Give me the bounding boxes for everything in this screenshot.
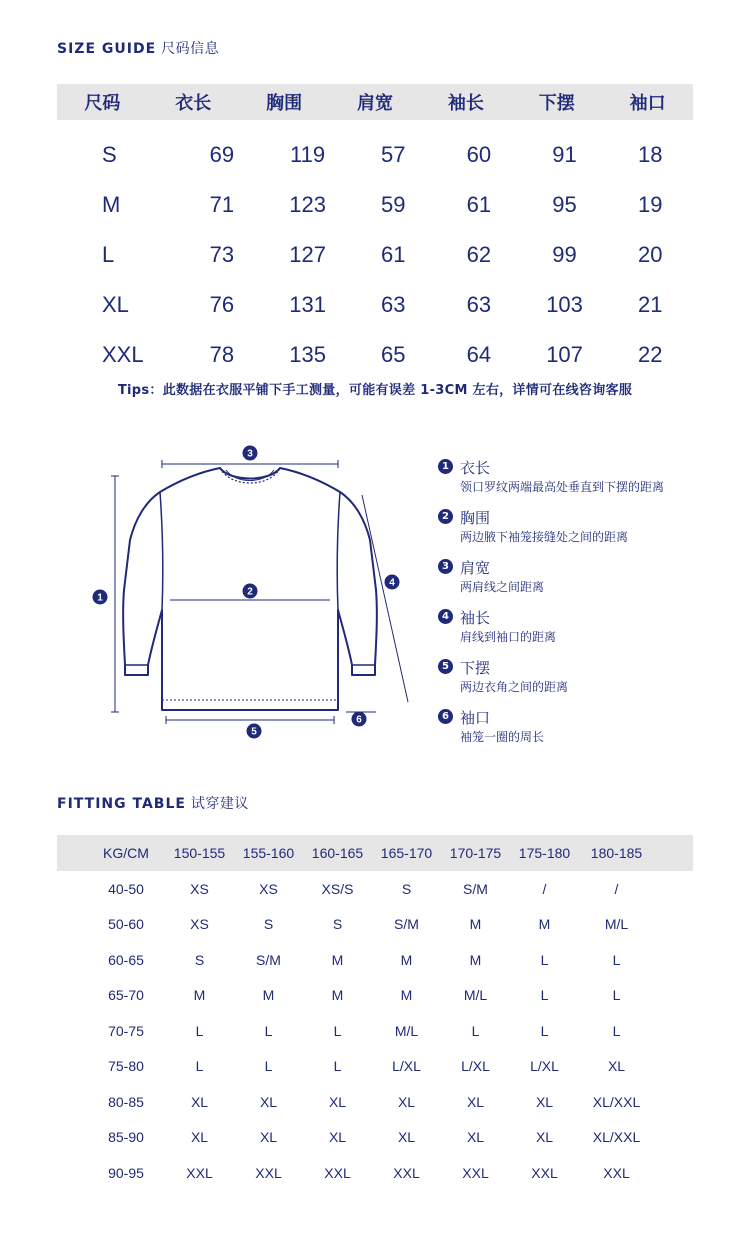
size-table — [57, 84, 693, 380]
fitting-title-en: FITTING TABLE — [57, 796, 186, 812]
legend-description: 两边腋下袖笼接缝处之间的距离 — [460, 530, 629, 544]
fitting-size-cell: S — [263, 916, 274, 933]
fitting-size-cell: L — [333, 1022, 342, 1039]
size-cell: 21 — [637, 292, 663, 317]
size-cell: 107 — [546, 342, 583, 367]
svg-text:2: 2 — [247, 586, 253, 598]
size-cell: 61 — [380, 242, 406, 267]
fitting-table-header — [57, 835, 693, 871]
fitting-size-cell: XXL — [393, 1164, 420, 1181]
size-cell: 63 — [466, 292, 492, 317]
size-header-cell: 袖长 — [447, 93, 484, 114]
size-cell: 61 — [466, 192, 492, 217]
fitting-row — [57, 871, 693, 907]
fitting-size-cell: L — [612, 1022, 621, 1039]
fitting-size-cell: XS — [190, 880, 209, 897]
size-cell: 19 — [637, 192, 663, 217]
legend-number: 4 — [438, 609, 453, 624]
legend-description: 两边衣角之间的距离 — [460, 680, 569, 694]
fitting-size-cell: L — [264, 1022, 273, 1039]
fitting-size-cell: M/L — [463, 987, 488, 1004]
fitting-size-cell: L — [264, 1058, 273, 1075]
fitting-weight-cell: 75-80 — [108, 1058, 144, 1075]
fitting-size-cell: XL — [535, 1093, 554, 1110]
size-cell: 59 — [380, 192, 406, 217]
fitting-size-cell: L — [471, 1022, 480, 1039]
fitting-row — [57, 978, 693, 1014]
fitting-size-cell: L/XL — [530, 1058, 559, 1075]
fitting-weight-cell: 70-75 — [108, 1022, 144, 1039]
size-cell: 71 — [209, 192, 235, 217]
fitting-table-title — [57, 793, 249, 813]
fitting-row — [57, 1084, 693, 1120]
legend-number: 2 — [438, 509, 453, 524]
size-guide-title-en: SIZE GUIDE — [57, 41, 157, 57]
fitting-size-cell: XXL — [255, 1164, 282, 1181]
fitting-size-cell: XXL — [603, 1164, 630, 1181]
marker-2 — [243, 584, 258, 599]
fitting-size-cell: M — [469, 951, 482, 968]
fitting-header-cell: 180-185 — [590, 845, 643, 861]
fitting-weight-cell: 65-70 — [108, 987, 144, 1004]
size-row — [57, 180, 693, 230]
fitting-size-cell: S/M — [463, 880, 488, 897]
svg-text:5: 5 — [251, 726, 257, 738]
fitting-size-cell: XL/XXL — [592, 1093, 641, 1110]
size-cell: 73 — [209, 242, 235, 267]
measurement-tips: Tips：此数据在衣服平铺下手工测量，可能有误差 1-3CM 左右，详情可在线咨询客服 — [117, 383, 633, 398]
size-table-header — [57, 84, 693, 120]
legend-title: 肩宽 — [460, 559, 491, 577]
size-guide-title — [57, 38, 219, 58]
fitting-weight-cell: 85-90 — [108, 1129, 144, 1146]
size-cell: 22 — [637, 342, 663, 367]
fitting-size-cell: M — [262, 987, 275, 1004]
legend-number: 1 — [438, 459, 453, 474]
fitting-header-cell: 175-180 — [518, 845, 571, 861]
size-row — [57, 230, 693, 280]
size-cell: 127 — [289, 242, 326, 267]
fitting-size-cell: M — [400, 951, 413, 968]
legend-item-cuff — [438, 708, 728, 758]
fitting-row — [57, 942, 693, 978]
fitting-size-cell: XS — [259, 880, 278, 897]
fitting-header-cell: 165-170 — [380, 845, 433, 861]
legend-item-hem — [438, 658, 728, 708]
fitting-size-cell: XL — [190, 1129, 209, 1146]
fitting-table — [57, 835, 693, 1191]
fitting-size-cell: XS — [190, 916, 209, 933]
size-cell: 57 — [380, 142, 406, 167]
measurement-legend — [438, 458, 728, 758]
size-cell: L — [102, 242, 115, 267]
fitting-weight-cell: 50-60 — [108, 916, 144, 933]
fitting-size-cell: M — [331, 987, 344, 1004]
legend-title: 衣长 — [460, 459, 491, 477]
fitting-size-cell: XXL — [186, 1164, 213, 1181]
size-cell: 119 — [290, 142, 326, 167]
size-cell: 99 — [552, 242, 577, 267]
marker-6 — [352, 712, 367, 727]
svg-text:6: 6 — [356, 714, 362, 726]
fitting-size-cell: L — [333, 1058, 342, 1075]
size-cell: XL — [102, 292, 129, 317]
size-cell: 60 — [466, 142, 492, 167]
fitting-size-cell: / — [614, 880, 619, 897]
size-cell: 131 — [289, 292, 326, 317]
fitting-weight-cell: 80-85 — [108, 1093, 144, 1110]
legend-description: 领口罗纹两端最高处垂直到下摆的距离 — [460, 480, 665, 494]
legend-title: 胸围 — [460, 509, 491, 527]
size-cell: S — [102, 142, 117, 167]
fitting-row — [57, 1120, 693, 1156]
fitting-row — [57, 1049, 693, 1085]
fitting-weight-cell: 40-50 — [108, 880, 144, 897]
fitting-size-cell: L — [612, 987, 621, 1004]
size-header-cell: 肩宽 — [357, 93, 393, 114]
legend-description: 袖笼一圈的周长 — [460, 730, 545, 744]
fitting-size-cell: M/L — [394, 1022, 419, 1039]
marker-5 — [247, 724, 262, 739]
legend-number: 6 — [438, 709, 453, 724]
fitting-size-cell: L — [540, 987, 549, 1004]
fitting-size-cell: XL — [190, 1093, 209, 1110]
fitting-row — [57, 1155, 693, 1191]
size-header-cell: 袖口 — [629, 93, 666, 114]
size-cell: 69 — [209, 142, 235, 167]
legend-item-length — [438, 458, 728, 508]
fitting-size-cell: XL — [397, 1093, 416, 1110]
fitting-table-body — [57, 871, 693, 1191]
size-cell: 78 — [209, 342, 235, 367]
legend-number: 3 — [438, 559, 453, 574]
fitting-size-cell: M — [193, 987, 206, 1004]
fitting-row — [57, 1013, 693, 1049]
size-row — [57, 130, 693, 180]
fitting-size-cell: XL/XXL — [592, 1129, 641, 1146]
size-cell: 95 — [552, 192, 577, 217]
size-header-cell: 衣长 — [175, 93, 212, 114]
fitting-size-cell: / — [542, 880, 547, 897]
fitting-size-cell: XL — [397, 1129, 416, 1146]
fitting-size-cell: XL — [259, 1129, 278, 1146]
size-cell: 135 — [289, 342, 326, 367]
fitting-header-cell: 170-175 — [449, 845, 502, 861]
size-cell: XXL — [102, 342, 144, 367]
fitting-size-cell: L/XL — [392, 1058, 421, 1075]
fitting-weight-cell: 90-95 — [108, 1164, 144, 1181]
fitting-size-cell: XXL — [324, 1164, 351, 1181]
fitting-size-cell: XL — [328, 1093, 347, 1110]
fitting-size-cell: XL — [259, 1093, 278, 1110]
size-cell: 76 — [209, 292, 235, 317]
fitting-weight-cell: 60-65 — [108, 951, 144, 968]
fitting-header-cell: KG/CM — [103, 845, 149, 861]
fitting-size-cell: XXL — [462, 1164, 489, 1181]
legend-title: 下摆 — [460, 659, 491, 677]
fitting-size-cell: M — [469, 916, 482, 933]
fitting-size-cell: XL — [466, 1129, 485, 1146]
fitting-size-cell: S/M — [256, 951, 281, 968]
legend-number: 5 — [438, 659, 453, 674]
fitting-size-cell: XL — [466, 1093, 485, 1110]
fitting-title-cn: 试穿建议 — [190, 796, 249, 812]
size-header-cell: 尺码 — [84, 93, 121, 114]
size-cell: 18 — [637, 142, 663, 167]
size-cell: 123 — [289, 192, 326, 217]
size-header-cell: 胸围 — [266, 93, 303, 114]
marker-3 — [243, 446, 258, 461]
size-cell: 64 — [466, 342, 492, 367]
fitting-size-cell: M — [538, 916, 551, 933]
size-cell: M — [102, 192, 121, 217]
fitting-header-cell: 150-155 — [173, 845, 226, 861]
fitting-size-cell: L — [540, 1022, 549, 1039]
fitting-size-cell: M/L — [604, 916, 629, 933]
legend-item-sleeve — [438, 608, 728, 658]
size-row — [57, 330, 693, 380]
svg-text:1: 1 — [97, 592, 103, 604]
size-cell: 91 — [552, 142, 577, 167]
size-row — [57, 280, 693, 330]
size-cell: 62 — [466, 242, 492, 267]
size-cell: 65 — [380, 342, 406, 367]
size-guide-title-cn: 尺码信息 — [161, 41, 220, 57]
marker-4 — [385, 575, 400, 590]
fitting-size-cell: XL — [535, 1129, 554, 1146]
size-header-cell: 下摆 — [538, 93, 575, 114]
fitting-header-cell: 155-160 — [242, 845, 295, 861]
size-cell: 63 — [380, 292, 406, 317]
fitting-size-cell: L — [195, 1022, 204, 1039]
fitting-size-cell: L — [540, 951, 549, 968]
fitting-size-cell: S/M — [394, 916, 419, 933]
size-cell: 103 — [546, 292, 583, 317]
fitting-size-cell: L/XL — [461, 1058, 490, 1075]
fitting-size-cell: XS/S — [321, 880, 354, 897]
fitting-header-cell: 160-165 — [311, 845, 364, 861]
fitting-size-cell: M — [331, 951, 344, 968]
fitting-size-cell: XL — [607, 1058, 626, 1075]
fitting-size-cell: XL — [328, 1129, 347, 1146]
fitting-size-cell: L — [612, 951, 621, 968]
svg-text:4: 4 — [389, 577, 395, 589]
fitting-size-cell: S — [401, 880, 412, 897]
legend-title: 袖长 — [460, 609, 491, 627]
legend-item-shoulder — [438, 558, 728, 608]
fitting-size-cell: M — [400, 987, 413, 1004]
sweatshirt-diagram — [80, 440, 420, 740]
legend-item-chest — [438, 508, 728, 558]
fitting-size-cell: XXL — [531, 1164, 558, 1181]
fitting-row — [57, 907, 693, 943]
size-cell: 20 — [637, 242, 663, 267]
fitting-size-cell: L — [195, 1058, 204, 1075]
sleeve-length-line — [362, 495, 408, 702]
legend-description: 两肩线之间距离 — [460, 580, 545, 594]
fitting-size-cell: S — [332, 916, 343, 933]
fitting-size-cell: S — [194, 951, 205, 968]
svg-text:3: 3 — [247, 448, 253, 460]
legend-description: 肩线到袖口的距离 — [460, 630, 557, 644]
marker-1 — [93, 590, 108, 605]
legend-title: 袖口 — [460, 709, 491, 727]
